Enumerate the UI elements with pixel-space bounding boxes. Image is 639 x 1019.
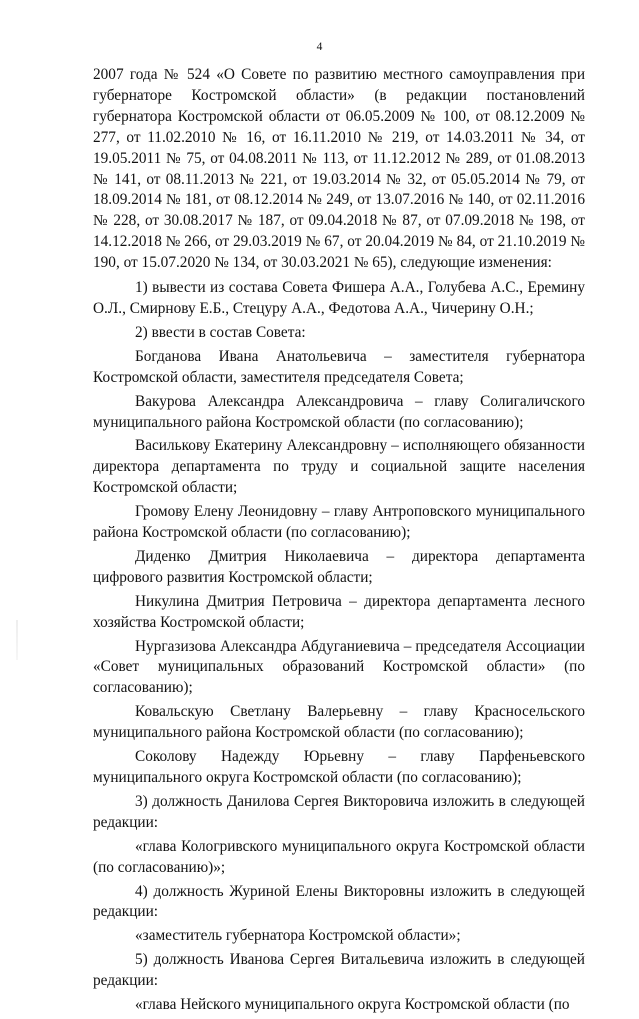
paragraph-item-5: 5) должность Иванова Сергея Витальевича изложить в следующей редакции: — [93, 951, 585, 990]
paragraph-item-3: 3) должность Данилова Сергея Викторовича изложить в следующей редакции: — [93, 792, 585, 831]
paragraph-member: Соколову Надежду Юрьевну – главу Парфеньевского муниципального округа Костромской области (по согласованию); — [93, 748, 585, 786]
paragraph-member: Нургазизова Александра Абдуганиевича – председателя Ассоциации «Совет муниципальных образований Костромской области» (по согласованию); — [93, 637, 585, 697]
scan-edge-mark — [16, 620, 18, 660]
paragraph-member: Богданова Ивана Анатольевича – заместителя губернатора Костромской области, заместителя председателя Совета; — [93, 347, 585, 386]
paragraph-member: Диденко Дмитрия Николаевича – директора департамента цифрового развития Костромской области; — [93, 547, 585, 586]
paragraph-member: Никулина Дмитрия Петровича – директора департамента лесного хозяйства Костромской области; — [93, 592, 585, 631]
document-body — [93, 65, 585, 1019]
paragraph-preamble: 2007 года № 524 «О Совете по развитию местного самоуправления при губернаторе Костромской области» (в редакции постановлений губернатора Костромской области от 06.05.2009 № 100, от 08.12.2009 № 277, от 11.02.2010 № 16, от 16.11.2010 № 219, от 14.03.2011 № 34, от 19.05.2011 № 75, от 04.08.2011 № 113, от 11.12.2012 № 289, от 01.08.2013 № 141, от 08.11.2013 № 221, от 19.03.2014 № 32, от 05.05.2014 № 79, от 18.09.2014 № 181, от 08.12.2014 № 249, от 13.07.2016 № 140, от 02.11.2016 № 228, от 30.08.2017 № 187, от 09.04.2018 № 87, от 07.09.2018 № 198, от 14.12.2018 № 266, от 29.03.2019 № 67, от 20.04.2019 № 84, от 21.10.2019 № 190, от 15.07.2020 № 134, от 30.03.2021 № 65), следующие изменения: — [93, 66, 585, 272]
paragraph-item-4: 4) должность Журиной Елены Викторовны изложить в следующей редакции: — [93, 882, 585, 921]
paragraph-quote: «заместитель губернатора Костромской области»; — [135, 927, 461, 945]
paragraph-member: Громову Елену Леонидовну – главу Антроповского муниципального района Костромской области (по согласованию); — [93, 503, 585, 542]
paragraph-member: Вакурова Александра Александровича – главу Солигаличского муниципального района Костромской области (по согласованию); — [93, 392, 585, 431]
paragraph-member: Ковальскую Светлану Валерьевну – главу Красносельского муниципального района Костромской области (по согласованию); — [93, 703, 585, 742]
page-number: 4 — [316, 41, 323, 53]
paragraph-member: Василькову Екатерину Александровну – исполняющего обязанности директора департамента по труду и социальной защите населения Костромской области; — [93, 437, 585, 497]
paragraph-quote: «глава Кологривского муниципального округа Костромской области (по согласованию)»; — [93, 837, 585, 876]
paragraph-item-1: 1) вывести из состава Совета Фишера А.А., Голубева А.С., Еремину О.Л., Смирнову Е.Б., Стецуру А.А., Федотова А.А., Чичерину О.Н.; — [93, 279, 585, 317]
paragraph-item-2: 2) ввести в состав Совета: — [135, 323, 306, 341]
paragraph-quote: «глава Нейского муниципального округа Костромской области (по — [135, 996, 570, 1014]
